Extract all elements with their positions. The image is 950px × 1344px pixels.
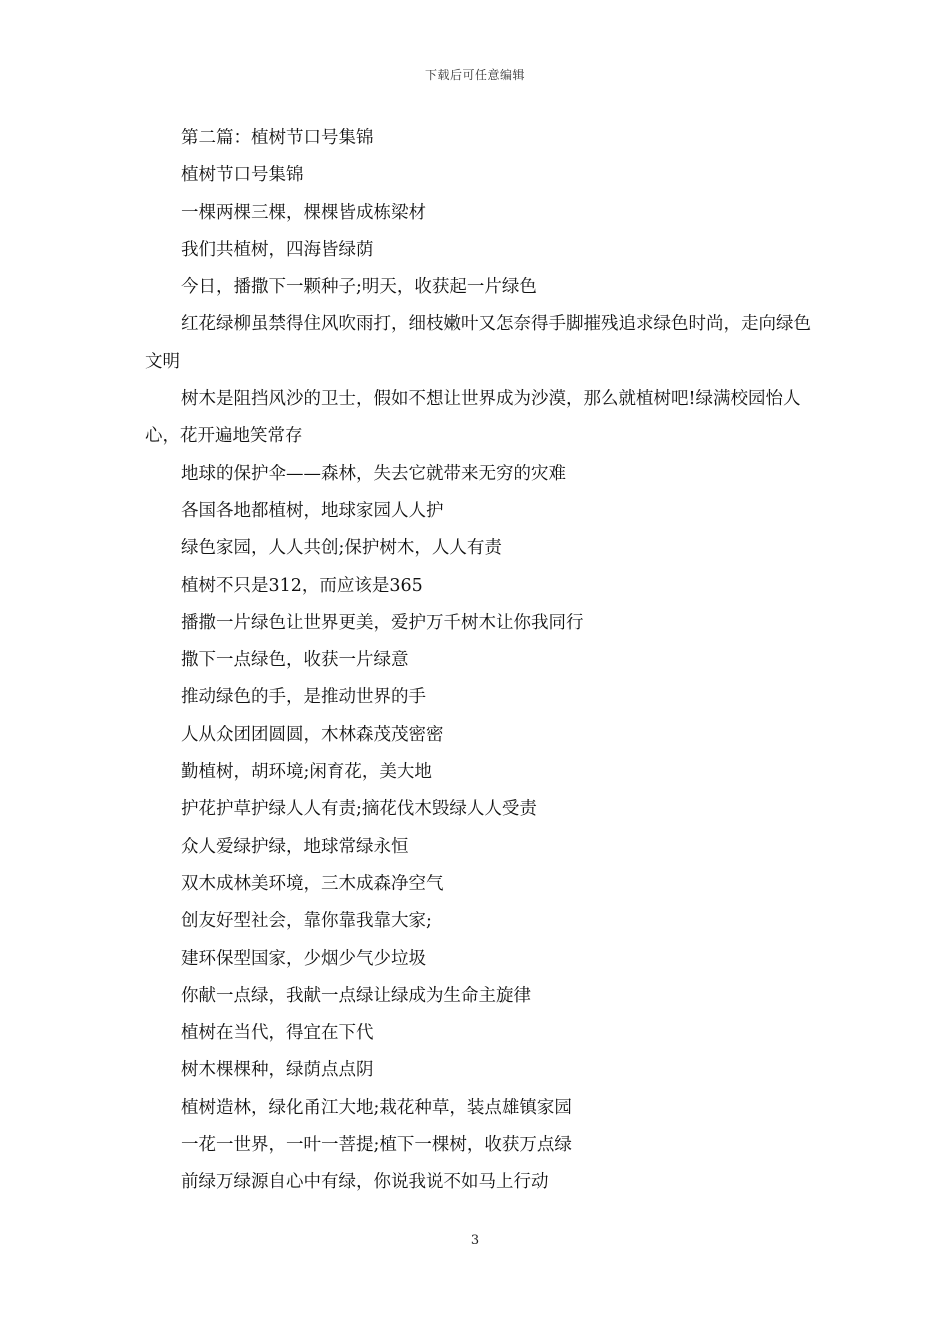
page-number: 3 [470, 1233, 480, 1248]
paragraph: 树木是阻挡风沙的卫士，假如不想让世界成为沙漠，那么就植树吧!绿满校园怡人心，花开遍地笑常存 [145, 389, 801, 447]
paragraph: 各国各地都植树，地球家园人人护 [181, 500, 444, 521]
paragraph: 众人爱绿护绿，地球常绿永恒 [181, 836, 409, 857]
page-header: 下载后可任意编辑 [424, 68, 525, 82]
paragraph: 前绿万绿源自心中有绿，你说我说不如马上行动 [181, 1172, 549, 1193]
paragraph: 第二篇：植树节口号集锦 [181, 128, 374, 148]
paragraph: 植树节口号集锦 [181, 165, 304, 186]
paragraph: 今日，播撒下一颗种子;明天，收获起一片绿色 [181, 277, 537, 298]
paragraph: 创友好型社会，靠你靠我靠大家; [181, 911, 432, 932]
paragraph: 双木成林美环境，三木成森净空气 [181, 873, 444, 894]
paragraph: 勤植树，胡环境;闲育花，美大地 [181, 762, 432, 783]
paragraph: 护花护草护绿人人有责;摘花伐木毁绿人人受责 [181, 799, 537, 820]
document-body [145, 120, 813, 1202]
paragraph: 绿色家园，人人共创;保护树木，人人有责 [181, 538, 502, 559]
paragraph: 植树不只是312，而应该是365 [181, 575, 423, 596]
paragraph: 播撒一片绿色让世界更美，爱护万千树木让你我同行 [181, 612, 584, 633]
paragraph: 红花绿柳虽禁得住风吹雨打，细枝嫩叶又怎奈得手脚摧残追求绿色时尚，走向绿色文明 [145, 314, 811, 372]
paragraph: 一棵两棵三棵，棵棵皆成栋梁材 [181, 202, 426, 223]
paragraph: 植树造林，绿化甬江大地;栽花种草，装点雄镇家园 [181, 1097, 572, 1118]
paragraph: 树木棵棵种，绿荫点点阴 [181, 1060, 374, 1081]
paragraph: 地球的保护伞——森林，失去它就带来无穷的灾难 [181, 463, 566, 484]
paragraph: 一花一世界，一叶一菩提;植下一棵树，收获万点绿 [181, 1135, 572, 1156]
paragraph: 我们共植树，四海皆绿荫 [181, 239, 374, 260]
paragraph: 人从众团团圆圆，木林森茂茂密密 [181, 724, 444, 745]
paragraph: 推动绿色的手，是推动世界的手 [181, 687, 426, 708]
paragraph: 你献一点绿，我献一点绿让绿成为生命主旋律 [181, 985, 531, 1006]
paragraph: 撒下一点绿色，收获一片绿意 [181, 650, 409, 671]
paragraph: 植树在当代，得宜在下代 [181, 1023, 374, 1044]
paragraph: 建环保型国家，少烟少气少垃圾 [181, 948, 426, 969]
